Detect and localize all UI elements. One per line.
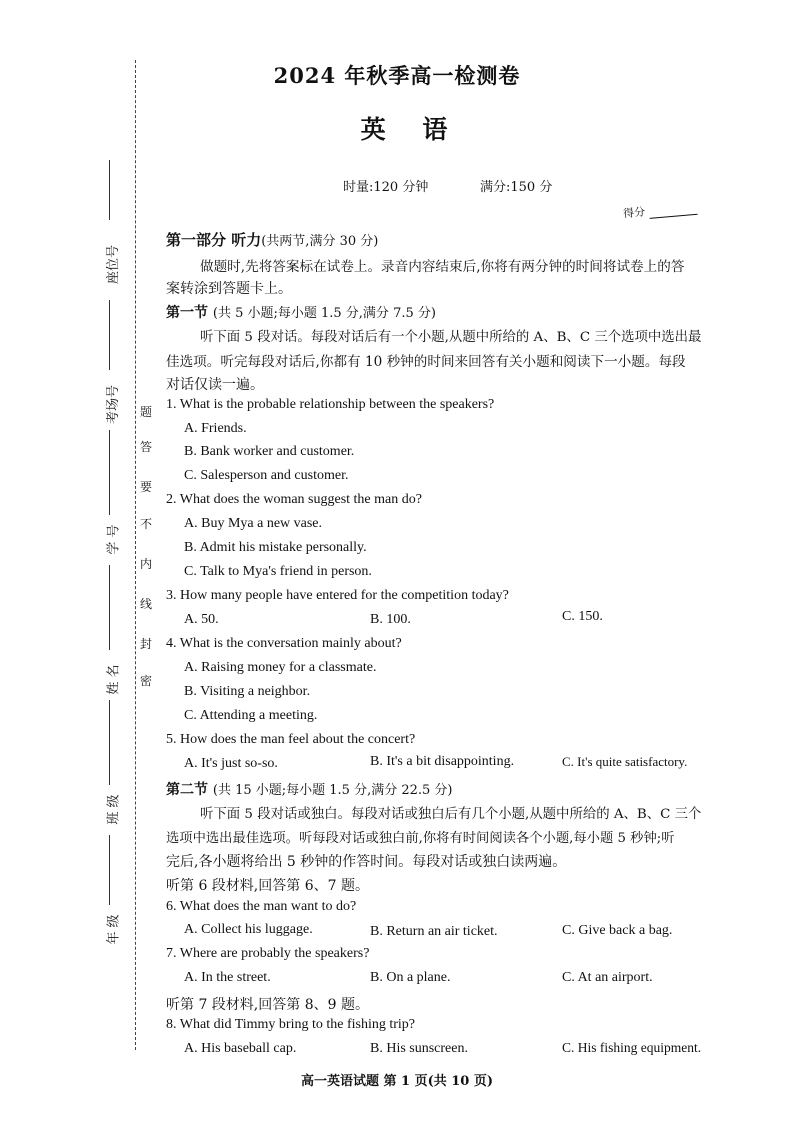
subject-title: 英 语	[360, 115, 462, 144]
option-a: A. Friends.	[184, 421, 247, 436]
seal-char: 内	[140, 557, 153, 571]
seal-char: 封	[140, 637, 153, 651]
option-b: B. Visiting a neighbor.	[184, 684, 311, 699]
student-id-blank	[109, 430, 110, 515]
seal-char: 不	[140, 517, 153, 531]
name-blank	[109, 565, 110, 650]
section1-heading: 第一节 (共 5 小题;每小题 1.5 分,满分 7.5 分)	[166, 305, 436, 321]
option-c: C. His fishing equipment.	[562, 1040, 702, 1055]
option-a: A. In the street.	[184, 970, 271, 985]
question-stem: 2. What does the woman suggest the man do?	[166, 492, 422, 507]
option-a: A. It's just so-so.	[184, 756, 278, 771]
option-b: B. Bank worker and customer.	[184, 444, 355, 459]
exam-room-blank	[109, 300, 110, 370]
question-stem: 3. How many people have entered for the competition today?	[166, 588, 509, 603]
score-label: 得分	[622, 205, 646, 221]
section2-instructions: 选项中选出最佳选项。听每段对话或独白前,你将有时间阅读各个小题,每小题 5 秒钟;听	[166, 831, 675, 846]
question-stem: 4. What is the conversation mainly about?	[166, 636, 402, 651]
seal-char: 答	[140, 440, 153, 454]
option-a: A. 50.	[184, 612, 219, 627]
option-c: C. Talk to Mya's friend in person.	[184, 564, 372, 579]
student-id-label: 学 号	[106, 524, 122, 555]
option-c: C. 150.	[562, 609, 603, 624]
part1-instructions: 做题时,先将答案标在试卷上。录音内容结束后,你将有两分钟的时间将试卷上的答	[200, 259, 685, 275]
time-limit: 时量:120 分钟	[343, 180, 429, 195]
exam-title: 2024 年秋季高一检测卷	[273, 63, 521, 88]
full-score: 满分:150 分	[480, 180, 553, 195]
seal-char: 要	[140, 480, 153, 494]
question-stem: 6. What does the man want to do?	[166, 899, 357, 914]
option-a: A. His baseball cap.	[184, 1041, 297, 1056]
option-c: C. At an airport.	[562, 970, 653, 985]
binding-dashed-line	[135, 60, 136, 1050]
seal-char: 线	[140, 597, 153, 611]
seal-char: 密	[140, 674, 153, 688]
option-a: A. Collect his luggage.	[184, 922, 313, 937]
section2-instructions: 听下面 5 段对话或独白。每段对话或独白后有几个小题,从题中所给的 A、B、C 三个	[200, 807, 702, 822]
grade-label: 年 级	[106, 914, 122, 945]
section2-heading: 第二节 (共 15 小题;每小题 1.5 分,满分 22.5 分)	[166, 782, 453, 798]
option-b: B. On a plane.	[370, 970, 451, 985]
question-stem: 7. Where are probably the speakers?	[166, 946, 370, 961]
seal-char: 题	[140, 405, 153, 419]
question-stem: 5. How does the man feel about the concert?	[166, 732, 416, 747]
option-b: B. Return an air ticket.	[370, 924, 498, 939]
score-blank	[650, 214, 698, 219]
material-note: 听第 6 段材料,回答第 6、7 题。	[166, 878, 369, 894]
option-b: B. It's a bit disappointing.	[370, 754, 515, 769]
material-note: 听第 7 段材料,回答第 8、9 题。	[166, 997, 369, 1013]
question-stem: 8. What did Timmy bring to the fishing trip?	[166, 1017, 416, 1032]
option-c: C. It's quite satisfactory.	[562, 754, 688, 769]
seat-label: 座位号	[106, 244, 122, 285]
option-c: C. Salesperson and customer.	[184, 468, 349, 483]
option-a: A. Buy Mya a new vase.	[184, 516, 323, 531]
class-blank	[109, 700, 110, 785]
option-a: A. Raising money for a classmate.	[184, 660, 377, 675]
part1-instructions: 案转涂到答题卡上。	[166, 281, 292, 297]
grade-blank	[109, 835, 110, 905]
option-b: B. Admit his mistake personally.	[184, 540, 367, 555]
exam-room-label: 考场号	[106, 384, 122, 425]
section2-instructions: 完后,各小题将给出 5 秒钟的作答时间。每段对话或独白读两遍。	[166, 854, 567, 870]
option-b: B. 100.	[370, 612, 411, 627]
section1-instructions: 对话仅读一遍。	[166, 377, 264, 393]
option-b: B. His sunscreen.	[370, 1041, 468, 1056]
class-label: 班 级	[106, 794, 122, 825]
seat-blank	[109, 160, 110, 220]
part1-heading: 第一部分 听力(共两节,满分 30 分)	[166, 231, 379, 249]
section1-instructions: 听下面 5 段对话。每段对话后有一个小题,从题中所给的 A、B、C 三个选项中选出最	[200, 330, 702, 345]
question-stem: 1. What is the probable relationship between the speakers?	[166, 397, 495, 412]
option-c: C. Attending a meeting.	[184, 708, 318, 723]
section1-instructions: 佳选项。听完每段对话后,你都有 10 秒钟的时间来回答有关小题和阅读下一小题。每段	[166, 354, 686, 370]
page-footer: 高一英语试题 第 1 页(共 10 页)	[300, 1074, 494, 1089]
score-field	[622, 199, 697, 221]
name-label: 姓 名	[106, 664, 122, 695]
option-c: C. Give back a bag.	[562, 923, 673, 938]
